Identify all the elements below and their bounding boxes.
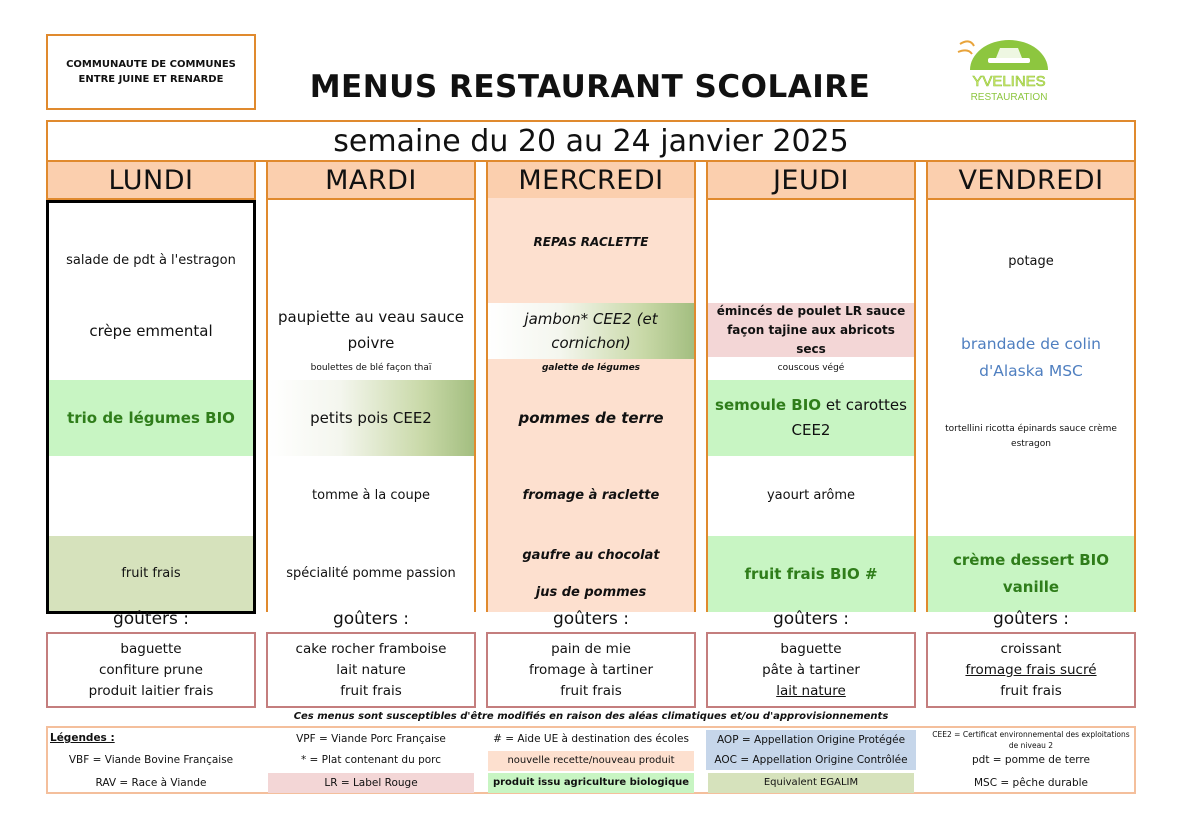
mardi-veg: boulettes de blé façon thaï [310, 362, 432, 373]
gouter-item: lait nature [776, 682, 846, 699]
vendredi-veg: tortellini ricotta épinards sauce crème estragon [945, 424, 1117, 449]
gouters-label-lundi: goûters : [112, 609, 190, 629]
jeudi-side-rest: et carottes CEE2 [791, 396, 907, 439]
gouters-label-mardi: goûters : [332, 609, 410, 629]
mercredi-veg: galette de légumes [541, 362, 641, 373]
lundi-main: crèpe emmental [89, 322, 213, 340]
week-banner [46, 120, 1136, 162]
logo-text-1: YVELINES [972, 73, 1046, 90]
lundi-side: trio de légumes BIO [48, 380, 254, 456]
mercredi-main: jambon* CEE2 (et cornichon) [488, 303, 694, 359]
vendredi-dessert: crème dessert BIO vanille [928, 536, 1134, 612]
gouters-box-lundi [46, 632, 256, 708]
legend-cee2: CEE2 = Certificat environnemental des exploitations de niveau 2 [932, 730, 1130, 750]
legend-egalim: Equivalent EGALIM [708, 773, 914, 793]
legend-vbf: VBF = Viande Bovine Française [68, 754, 234, 766]
gouter-item: baguette [780, 640, 842, 657]
jeudi-dairy: yaourt arôme [766, 488, 856, 503]
jeudi-side [708, 380, 914, 456]
legend-msc: MSC = pêche durable [974, 777, 1088, 789]
gouters-label-jeudi: goûters : [772, 609, 850, 629]
mercredi-dessert: gaufre au chocolat [522, 548, 660, 563]
gouter-item: fruit frais [560, 682, 622, 699]
legend-vpf: VPF = Viande Porc Française [296, 733, 446, 745]
mercredi-side: pommes de terre [518, 409, 664, 427]
logo-text-2: RESTAURATION [970, 92, 1048, 103]
mercredi-special: REPAS RACLETTE [533, 235, 649, 249]
legend-aoc: AOC = Appellation Origine Contrôlée [706, 750, 916, 770]
jeudi-main: émincés de poulet LR sauce façon tajine aux abricots secs [708, 303, 914, 357]
gouter-item: fromage à tartiner [529, 661, 653, 678]
gouters-box-vendredi [926, 632, 1136, 708]
disclaimer-notice: Ces menus sont susceptibles d'être modifiés en raison des aléas climatiques et/ou d'approvisionnements [293, 710, 889, 722]
day-header-mercredi: MERCREDI [486, 160, 696, 200]
jeudi-dessert: fruit frais BIO # [708, 536, 914, 612]
gouter-item: pain de mie [551, 640, 631, 657]
legend-rav: RAV = Race à Viande [95, 777, 207, 789]
legend-lr: LR = Label Rouge [268, 773, 474, 793]
vendredi-main: brandade de colin d'Alaska MSC [961, 335, 1101, 380]
gouters-box-mardi [266, 632, 476, 708]
legend-pdt: pdt = pomme de terre [972, 754, 1090, 766]
week-label: semaine du 20 au 24 janvier 2025 [333, 123, 849, 159]
legend-title: Légendes : [50, 732, 115, 744]
organization-name: COMMUNAUTE DE COMMUNES ENTRE JUINE ET RENARDE [66, 59, 236, 85]
mardi-side: petits pois CEE2 [268, 380, 474, 456]
mardi-dessert: spécialité pomme passion [286, 566, 456, 581]
legend-porc: * = Plat contenant du porc [300, 754, 442, 766]
organization-box [46, 34, 256, 110]
day-header-mardi: MARDI [266, 160, 476, 200]
page-title: MENUS RESTAURANT SCOLAIRE [309, 69, 871, 105]
legend-aop: AOP = Appellation Origine Protégée [706, 730, 916, 750]
mercredi-cheese: fromage à raclette [522, 488, 660, 503]
gouter-item: croissant [1000, 640, 1062, 657]
jeudi-side-bio: semoule BIO [715, 396, 822, 414]
lundi-starter: salade de pdt à l'estragon [66, 253, 236, 268]
gouter-item: pâte à tartiner [762, 661, 860, 678]
gouter-item: baguette [120, 640, 182, 657]
gouter-item: produit laitier frais [88, 682, 214, 699]
mardi-cheese: tomme à la coupe [312, 488, 430, 503]
mardi-main: paupiette au veau sauce poivre [278, 308, 464, 352]
day-header-vendredi: VENDREDI [926, 160, 1136, 200]
legend-bio: produit issu agriculture biologique [488, 773, 694, 793]
gouters-label-vendredi: goûters : [992, 609, 1070, 629]
gouter-item: confiture prune [99, 661, 203, 678]
day-header-lundi: LUNDI [46, 160, 256, 200]
vendredi-starter: potage [1008, 254, 1054, 269]
lundi-dessert: fruit frais [48, 536, 254, 612]
gouter-item: lait nature [336, 661, 406, 678]
gouters-box-mercredi [486, 632, 696, 708]
jeudi-veg: couscous végé [777, 362, 845, 373]
legend-nouvelle: nouvelle recette/nouveau produit [488, 751, 694, 771]
gouter-item: cake rocher framboise [295, 640, 447, 657]
gouter-item: fruit frais [1000, 682, 1062, 699]
day-header-jeudi: JEUDI [706, 160, 916, 200]
mercredi-drink: jus de pommes [535, 585, 647, 600]
gouter-item: fromage frais sucré [965, 661, 1097, 678]
yvelines-restauration-logo [950, 24, 1068, 106]
gouter-item: fruit frais [340, 682, 402, 699]
gouters-box-jeudi [706, 632, 916, 708]
legend-aide: # = Aide UE à destination des écoles [493, 733, 689, 745]
gouters-label-mercredi: goûters : [552, 609, 630, 629]
